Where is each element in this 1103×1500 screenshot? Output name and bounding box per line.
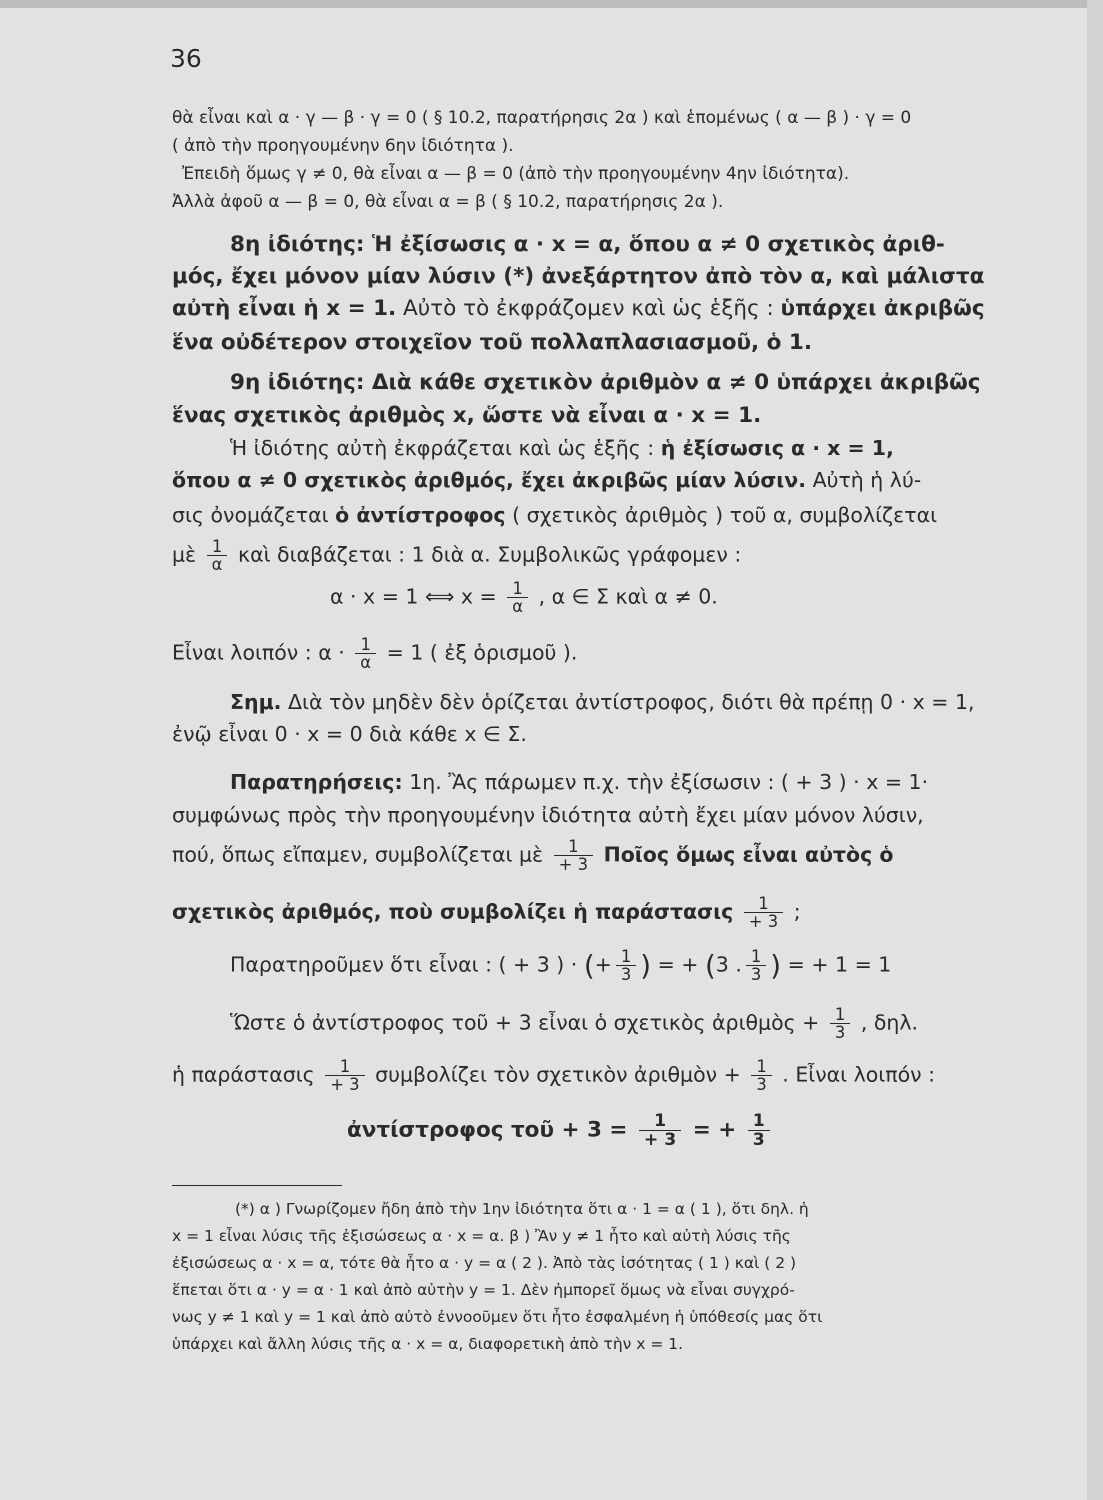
definition-line — [172, 636, 577, 671]
text-span: = + — [692, 1117, 737, 1143]
text-span: ὁ ἀντίστροφος — [335, 503, 506, 527]
inverse-equation — [330, 580, 718, 615]
text-span: σις ὀνομάζεται — [172, 503, 329, 527]
text-span: ὅπου α ≠ 0 σχετικὸς ἀριθμός, ἔχει ἀκριβῶς μίαν λύσιν. — [172, 468, 807, 492]
text-span: α · x = 1 ⟺ x = — [330, 584, 497, 609]
text-span: , δηλ. — [860, 1010, 919, 1035]
footnote-line: ἐξισώσεως α · x = α, τότε θὰ ἦτο α · y = α ( 2 ). Ἀπὸ τὰς ἰσότητας ( 1 ) καὶ ( 2 ) — [172, 1254, 797, 1272]
fraction-1-over-3: $\frac{1}{3}$ — [746, 948, 766, 983]
text-span: Παρατηροῦμεν ὅτι εἶναι : ( + 3 ) · — [230, 952, 578, 977]
text-span: . Εἶναι λοιπόν : — [782, 1062, 936, 1087]
text-span: Διὰ τὸν μηδὲν δὲν ὁρίζεται ἀντίστροφος, διότι θὰ πρέπῃ 0 · x = 1, — [288, 690, 975, 714]
observations-line — [230, 770, 928, 794]
property-8-line: 8η ἰδιότης: Ἡ ἐξίσωσις α · x = α, ὅπου α ≠ 0 σχετικὸς ἀριθ- — [230, 232, 945, 257]
text-span: = + 1 = 1 — [787, 952, 892, 977]
note-label: Σημ. — [230, 690, 282, 714]
fraction-1-over-alpha: $\frac{1}{\alpha}$ — [507, 580, 528, 615]
text-span: συμβολίζει τὸν σχετικὸν ἀριθμὸν + — [375, 1062, 741, 1087]
fraction-1-over-3: $\frac{1}{3}$ — [616, 948, 636, 983]
fraction-1-over-plus3: $\frac{1}{+ 3}$ — [744, 895, 783, 930]
property-9-line: ἕνας σχετικὸς ἀριθμὸς x, ὥστε νὰ εἶναι α · x = 1. — [172, 403, 762, 428]
text-span: = + — [657, 952, 699, 977]
paren: ( — [704, 949, 716, 983]
property-9-line — [172, 503, 937, 527]
observations-line — [172, 838, 893, 873]
text-line: ( ἀπὸ τὴν προηγουμένην 6ην ἰδιότητα ). — [172, 136, 514, 156]
text-span: , α ∈ Σ καὶ α ≠ 0. — [538, 584, 718, 609]
observations-line — [230, 1006, 918, 1041]
text-line: θὰ εἶναι καὶ α · γ — β · γ = 0 ( § 10.2, παρατήρησις 2α ) καὶ ἑπομένως ( α — β ) · γ = 0 — [172, 108, 912, 128]
property-9-line: 9η ἰδιότης: Διὰ κάθε σχετικὸν ἀριθμὸν α ≠ 0 ὑπάρχει ἀκριβῶς — [230, 370, 981, 395]
text-span: + — [594, 952, 612, 977]
property-9-line — [172, 468, 921, 492]
text-line: Ἐπειδὴ ὅμως γ ≠ 0, θὰ εἶναι α — β = 0 (ἀπὸ τὴν προηγουμένην 4ην ἰδιότητα). — [182, 164, 850, 184]
footnote-line: ἕπεται ὅτι α · y = α · 1 καὶ ἀπὸ αὐτὴν y = 1. Δὲν ἠμπορεῖ ὅμως νὰ εἶναι συγχρό- — [172, 1281, 795, 1299]
text-span: σχετικὸς ἀριθμός, ποὺ συμβολίζει ἡ παράστασις — [172, 899, 734, 924]
text-span: ( σχετικὸς ἀριθμὸς ) τοῦ α, συμβολίζεται — [512, 503, 938, 527]
text-span: Εἶναι λοιπόν : α · — [172, 640, 345, 665]
fraction-1-over-alpha: $\frac{1}{\alpha}$ — [207, 538, 228, 573]
footnote-line: x = 1 εἶναι λύσις τῆς ἐξισώσεως α · x = α. β ) Ἂν y ≠ 1 ἦτο καὶ αὐτὴ λύσις τῆς — [172, 1227, 791, 1245]
property-9-line — [172, 538, 741, 573]
text-span: 1η. Ἂς πάρωμεν π.χ. τὴν ἐξίσωσιν : ( + 3 ) · x = 1· — [409, 770, 929, 794]
paren: ) — [770, 949, 782, 983]
property-9-line — [230, 436, 894, 460]
fraction-1-over-plus3: $\frac{1}{+ 3}$ — [554, 838, 593, 873]
fraction-1-over-3: $\frac{1}{3}$ — [830, 1006, 850, 1041]
scan-right-edge — [1087, 0, 1103, 1500]
footnote-line: (*) α ) Γνωρίζομεν ἤδη ἀπὸ τὴν 1ην ἰδιότητα ὅτι α · 1 = α ( 1 ), ὅτι δηλ. ἡ — [235, 1200, 809, 1218]
text-line: Ἀλλὰ ἀφοῦ α — β = 0, θὰ εἶναι α = β ( § 10.2, παρατήρησις 2α ). — [172, 192, 724, 212]
text-span: μὲ — [172, 542, 197, 567]
text-span: πού, ὅπως εἴπαμεν, συμβολίζεται μὲ — [172, 842, 544, 867]
footnote-line: ὑπάρχει καὶ ἄλλη λύσις τῆς α · x = α, διαφορετικὴ ἀπὸ τὴν x = 1. — [172, 1335, 684, 1353]
fraction-1-over-3: $\frac{1}{3}$ — [751, 1058, 771, 1093]
scan-top-edge — [0, 0, 1103, 8]
observations-line — [172, 1058, 935, 1093]
text-span: Ἡ ἰδιότης αὐτὴ ἐκφράζεται καὶ ὡς ἑξῆς : — [230, 436, 655, 460]
observations-line — [172, 895, 801, 930]
text-span: Αὐτὴ ἡ λύ- — [812, 468, 922, 492]
paren: ) — [640, 949, 652, 983]
observations-label: Παρατηρήσεις: — [230, 770, 403, 794]
property-8-line: ἕνα οὐδέτερον στοιχεῖον τοῦ πολλαπλασιασμοῦ, ὁ 1. — [172, 330, 813, 355]
text-span: ; — [793, 899, 801, 924]
text-span: ἡ ἐξίσωσις α · x = 1, — [660, 436, 894, 460]
observations-line: συμφώνως πρὸς τὴν προηγουμένην ἰδιότητα αὐτὴ ἔχει μίαν μόνον λύσιν, — [172, 803, 924, 827]
text-span: ἡ παράστασις — [172, 1062, 315, 1087]
text-span: Ποῖος ὅμως εἶναι αὐτὸς ὁ — [603, 842, 894, 867]
paren: ( — [583, 949, 595, 983]
footnote-line: νως y ≠ 1 καὶ y = 1 καὶ ἀπὸ αὐτὸ ἐννοοῦμεν ὅτι ἦτο ἐσφαλμένη ἡ ὑπόθεσίς μας ὅτι — [172, 1308, 823, 1326]
note-line: ἐνῷ εἶναι 0 · x = 0 διὰ κάθε x ∈ Σ. — [172, 722, 527, 746]
observations-line — [230, 948, 891, 983]
text-span: 3 . — [715, 952, 742, 977]
footnote-separator — [172, 1185, 342, 1186]
fraction-1-over-plus3: $\frac{1}{+ 3}$ — [639, 1112, 681, 1149]
text-span: Ὥστε ὁ ἀντίστροφος τοῦ + 3 εἶναι ὁ σχετικὸς ἀριθμὸς + — [230, 1010, 820, 1035]
property-8-line: μός, ἔχει μόνον μίαν λύσιν (*) ἀνεξάρτητον ἀπὸ τὸν α, καὶ μάλιστα — [172, 264, 985, 289]
reciprocal-of-3-result — [347, 1112, 774, 1149]
text-span: ἀντίστροφος τοῦ + 3 = — [347, 1117, 628, 1143]
fraction-1-over-3: $\frac{1}{3}$ — [748, 1112, 770, 1149]
text-span: αὐτὴ εἶναι ἡ x = 1. — [172, 296, 397, 321]
text-span: ὑπάρχει ἀκριβῶς — [780, 296, 985, 321]
page-number: 36 — [170, 44, 202, 73]
text-span: καὶ διαβάζεται : 1 διὰ α. Συμβολικῶς γράφομεν : — [238, 542, 742, 567]
fraction-1-over-plus3: $\frac{1}{+ 3}$ — [325, 1058, 364, 1093]
text-span: = 1 ( ἐξ ὁρισμοῦ ). — [386, 640, 578, 665]
note-line — [230, 690, 975, 714]
text-span: Αὐτὸ τὸ ἐκφράζομεν καὶ ὡς ἑξῆς : — [403, 296, 774, 321]
property-8-line — [172, 296, 985, 321]
fraction-1-over-alpha: $\frac{1}{\alpha}$ — [355, 636, 376, 671]
